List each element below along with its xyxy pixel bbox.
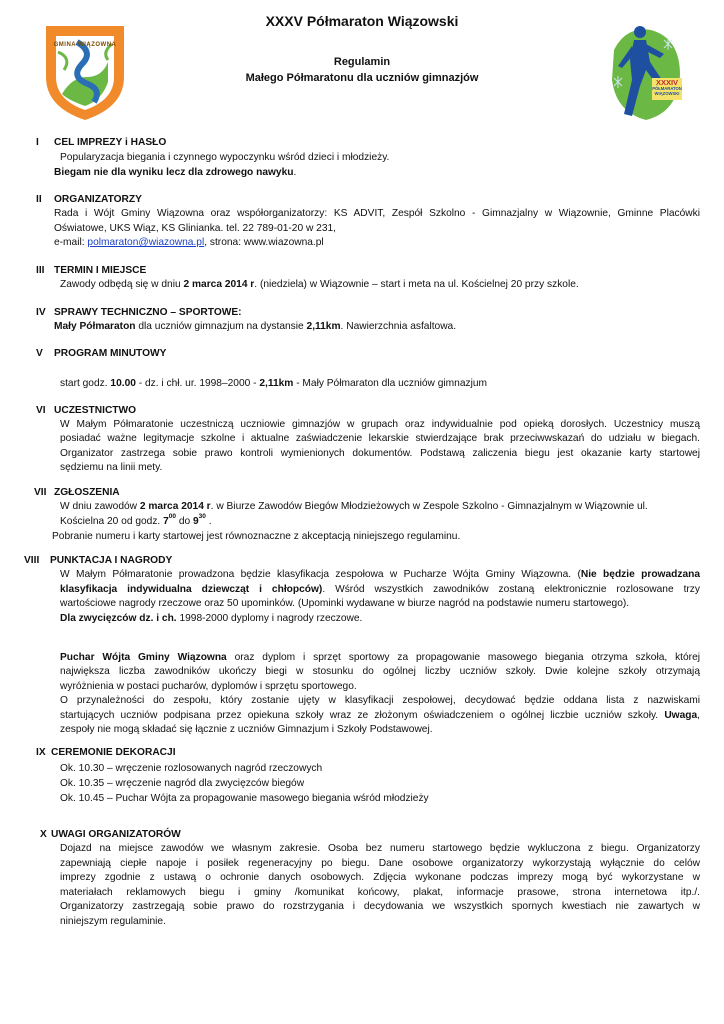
section-3-title: TERMIN I MIEJSCE bbox=[54, 265, 147, 276]
section-10-line-1: Dojazd na miejsce zawodów we własnym zakresie. Osoba bez numeru startowego będzie wykluczona z biegu. Organizatorzy bbox=[60, 843, 700, 854]
ceremony-item: Ok. 10.35 – wręczenie nagród dla zwycięzców biegów bbox=[60, 778, 305, 789]
s5-c: - dz. i chł. ur. 1998–2000 - bbox=[135, 378, 260, 389]
s7-date: 2 marca 2014 r bbox=[139, 501, 211, 512]
ceremony-item: Ok. 10.30 – wręczenie rozlosowanych nagród rzeczowych bbox=[60, 763, 323, 774]
document-subtitle: Regulamin bbox=[333, 56, 391, 68]
s7-hour-2: 9 bbox=[193, 516, 199, 527]
section-7-title: ZGŁOSZENIA bbox=[54, 487, 120, 498]
s7-min-1: 00 bbox=[168, 513, 176, 520]
section-6-line-1: W Małym Półmaratonie uczestniczą uczniowie gimnazjów w grupach oraz indywidualnie pod opieką dorosłych. Uczestnicy muszą bbox=[60, 419, 700, 430]
section-5-number: V bbox=[36, 348, 43, 359]
logo-left-text: GMINA WIĄZOWNA bbox=[53, 42, 117, 48]
section-10-line-2: zapewniają ciepłe napoje i posiłek regeneracyjny po biegu. Dane osobowe organizatorzy wykorzystają wyłącznie do celów bbox=[60, 858, 700, 869]
section-1-number: I bbox=[36, 137, 39, 148]
s7-a: W dniu zawodów bbox=[60, 501, 140, 512]
section-2-number: II bbox=[36, 194, 42, 205]
section-6-line-2: posiadać ważne legitymacje szkolne i aktualne zaświadczenie lekarskie stwierdzające brak przeciwwskazań do udziału w biegach. bbox=[60, 433, 700, 444]
section-10-number: X bbox=[40, 829, 47, 840]
section-5-text bbox=[60, 377, 487, 392]
section-8-p1-line-1 bbox=[60, 568, 700, 583]
s7-d2: do bbox=[176, 516, 193, 527]
s5-e: - Mały Półmaraton dla uczniów gimnazjum bbox=[293, 378, 487, 389]
section-8-number: VIII bbox=[24, 555, 40, 566]
section-10-line-6: niniejszym regulaminie. bbox=[60, 916, 166, 927]
section-9-title: CEREMONIE DEKORACJI bbox=[51, 747, 176, 758]
s8-p3b: oraz dyplom i sprzęt sportowy za propagowanie masowego biegania otrzyma szkoła, której bbox=[226, 652, 701, 663]
s8-p1b: Nie będzie prowadzana bbox=[580, 569, 700, 580]
s5-time: 10.00 bbox=[110, 378, 136, 389]
section-8-title: PUNKTACJA I NAGRODY bbox=[50, 555, 173, 566]
section-1-line-1: Popularyzacja biegania i czynnego wypoczynku wśród dzieci i młodzieży. bbox=[60, 152, 390, 163]
section-6-number: VI bbox=[36, 405, 46, 416]
section-1-title: CEL IMPREZY i HASŁO bbox=[54, 137, 167, 148]
s4-distance: 2,11km bbox=[306, 321, 341, 332]
website-text: , strona: www.wiazowna.pl bbox=[204, 237, 324, 248]
section-7-line-3: Pobranie numeru i karty startowej jest równoznaczne z akceptacją niniejszego regulaminu. bbox=[52, 531, 461, 542]
s7-d3: . bbox=[205, 516, 212, 527]
section-3-text bbox=[60, 278, 579, 293]
section-9-number: IX bbox=[36, 747, 46, 758]
s8-p1a: W Małym Półmaratonie prowadzona będzie klasyfikacja zespołowa w Pucharze Wójta Gminy Wiązowna. ( bbox=[60, 569, 581, 580]
section-8-p4-line-1: O przynależności do zespołu, który zostanie ujęty w klasyfikacji zespołowej, decydować będzie oddana lista z nazwiskami bbox=[60, 695, 700, 706]
ceremony-item: Ok. 10.45 – Puchar Wójta za propagowanie masowego biegania wśród młodzieży bbox=[60, 793, 429, 804]
section-10-title: UWAGI ORGANIZATORÓW bbox=[51, 829, 181, 840]
gmina-wiazowna-logo bbox=[42, 22, 128, 122]
section-7-number: VII bbox=[34, 487, 47, 498]
section-4-number: IV bbox=[36, 307, 46, 318]
s8-p1c: klasyfikacja indywidualna dziewcząt i chłopców) bbox=[60, 584, 323, 595]
s8-p3a: Puchar Wójta Gminy Wiązowna bbox=[60, 652, 227, 663]
section-4-text bbox=[54, 320, 456, 335]
section-8-p3-line-2: największa liczba zawodników ukończy biegi w stosunku do ogólnej liczby uczniów szkoły. Dwie kolejne szkoły otrzymają bbox=[60, 666, 700, 677]
section-8-p3-line-1 bbox=[60, 651, 700, 666]
s4-d: . Nawierzchnia asfaltowa. bbox=[340, 321, 457, 332]
motto-text: Biegam nie dla wyniku lecz dla zdrowego nawyku bbox=[54, 167, 294, 178]
logo-right-name: PÓŁMARATON bbox=[652, 86, 682, 91]
s8-p1d: . Wśród wszystkich zawodników zostaną elektronicznie rozlosowane trzy bbox=[322, 584, 700, 595]
motto-end: . bbox=[293, 167, 297, 178]
s8-p4-uwaga: Uwaga bbox=[664, 710, 698, 721]
section-2-line-2: Oświatowe, UKS Wiąz, KS Glinianka. tel. 22 789-01-20 w 231, bbox=[54, 223, 336, 234]
s8-p2b: 1998-2000 dyplomy i nagrody rzeczowe. bbox=[176, 613, 363, 624]
section-6-line-3: Organizator zastrzega sobie prawo kontroli wymienionych dokumentów. Podstawą zaliczenia biegu jest okazanie karty startowej bbox=[60, 448, 700, 459]
logo-right-name-2: WIĄZOWSKI bbox=[654, 91, 680, 96]
s3-date: 2 marca 2014 r bbox=[183, 279, 255, 290]
section-8-p1-line-2 bbox=[60, 583, 700, 598]
section-4-title: SPRAWY TECHNICZNO – SPORTOWE: bbox=[54, 307, 242, 318]
polmaraton-logo bbox=[606, 20, 686, 124]
s7-d: Kościelna 20 od godz. bbox=[60, 516, 164, 527]
section-6-title: UCZESTNICTWO bbox=[54, 405, 137, 416]
section-10-line-4: materiałach reklamowych biegu i gminy /komunikat końcowy, plakat, informacje prasowe, strona internetowa itp./. bbox=[60, 887, 700, 898]
email-label: e-mail: bbox=[54, 237, 88, 248]
section-3-number: III bbox=[36, 265, 45, 276]
document-subtitle-2: Małego Półmaratonu dla uczniów gimnazjów bbox=[245, 72, 479, 84]
section-8-p4-line-3: zespoły nie mogą składać się łącznie z uczniów Gimnazjum i Szkoły Podstawowej. bbox=[60, 724, 433, 735]
s7-hour-1: 7 bbox=[163, 516, 169, 527]
section-2-title: ORGANIZATORZY bbox=[54, 194, 142, 205]
s8-p4d: , bbox=[697, 710, 700, 721]
s5-a: start godz. bbox=[60, 378, 111, 389]
s8-p2a: Dla zwycięzców dz. i ch. bbox=[60, 613, 177, 624]
s3-a: Zawody odbędą się w dniu bbox=[60, 279, 184, 290]
s7-c: . w Biurze Zawodów Biegów Młodzieżowych w Zespole Szkolno - Gimnazjalnym w Wiązownie ul. bbox=[210, 501, 648, 512]
shield-icon bbox=[42, 22, 128, 122]
section-10-line-3: imprezy zgodnie z ustawą o ochronie danych osobowych. Zdjęcia wykonane podczas imprezy mogą być wykorzystane w bbox=[60, 872, 700, 883]
section-10-line-5: Organizatorzy zastrzegają sobie prawo do rozstrzygania i decydowania we wszystkich spornych kwestiach nie zawartych w bbox=[60, 901, 700, 912]
document-title: XXXV Półmaraton Wiązowski bbox=[265, 13, 459, 29]
section-2-contact bbox=[54, 236, 324, 251]
section-8-p3-line-3: wyróżnienia w postaci pucharów, dyplomów i sprzętu sportowego. bbox=[60, 681, 357, 692]
section-6-line-4: sędziemu na linii mety. bbox=[60, 462, 163, 473]
s5-distance: 2,11km bbox=[259, 378, 294, 389]
s4-b: dla uczniów gimnazjum na dystansie bbox=[135, 321, 307, 332]
s3-c: . (niedziela) w Wiązownie – start i meta na ul. Kościelnej 20 przy szkole. bbox=[254, 279, 579, 290]
s4-a: Mały Półmaraton bbox=[54, 321, 136, 332]
section-7-line-1 bbox=[60, 500, 648, 515]
s8-p4b: startujących uczniów podpisana przez opiekuna szkoły wraz ze złożonym oświadczeniem o ogólnej liczbie uczniów szkoły. bbox=[60, 710, 665, 721]
section-7-line-2 bbox=[60, 515, 212, 530]
email-link[interactable]: polmaraton@wiazowna.pl bbox=[87, 237, 205, 248]
section-8-p1-line-3: wartościowe nagrody rzeczowe oraz 50 upominków. (Upominki wydawane w biurze nagród na podstawie numeru startowego). bbox=[60, 598, 630, 609]
section-8-p4-line-2 bbox=[60, 709, 700, 724]
runner-logo-icon bbox=[606, 20, 686, 124]
section-1-motto bbox=[54, 166, 296, 181]
logo-right-edition: XXXIV bbox=[655, 78, 679, 87]
section-8-p2 bbox=[60, 612, 362, 627]
section-2-line-1: Rada i Wójt Gminy Wiązowna oraz współorganizatorzy: KS ADVIT, Zespół Szkolno - Gimnazjalny w Wiązownie, Gminne Placówki bbox=[54, 208, 700, 219]
s7-min-2: 30 bbox=[198, 513, 206, 520]
section-5-title: PROGRAM MINUTOWY bbox=[54, 348, 167, 359]
